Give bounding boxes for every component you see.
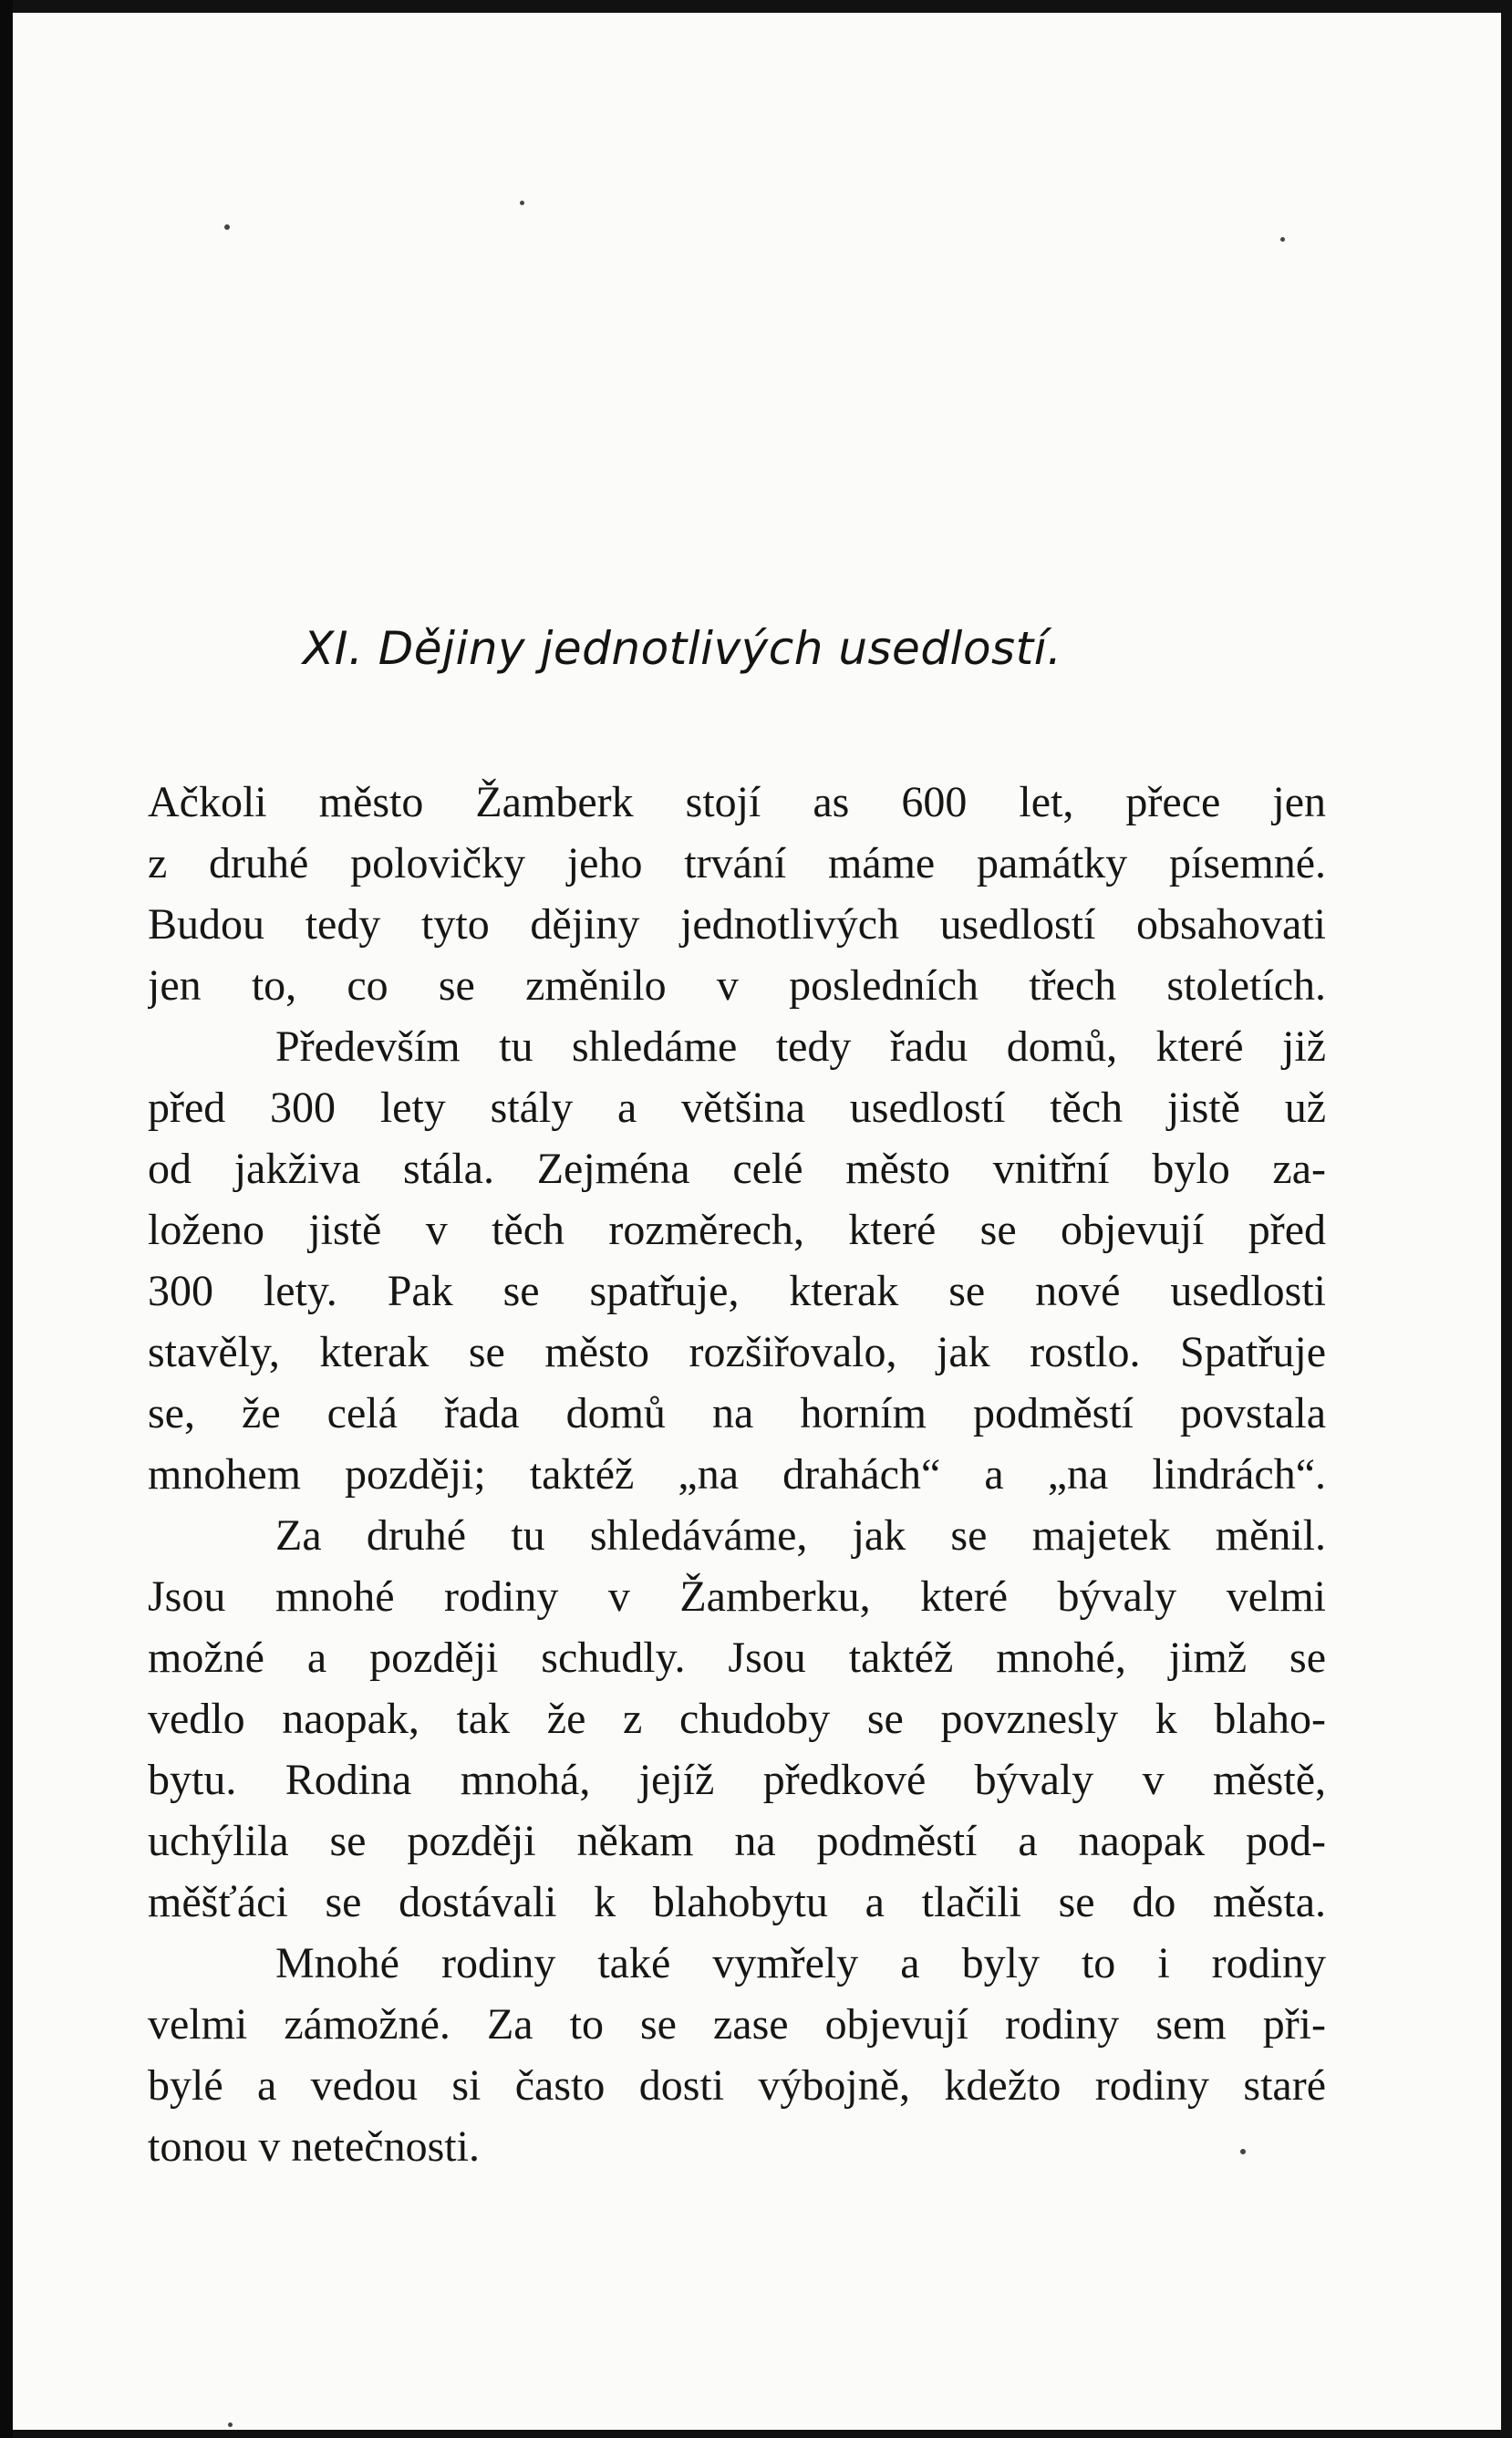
speck — [1280, 237, 1285, 242]
text-line: jen to, co se změnilo v posledních třech stoletích. — [148, 961, 1326, 1010]
text-line: 300 lety. Pak se spatřuje, kterak se nové usedlosti — [148, 1267, 1326, 1315]
book-page — [13, 13, 1501, 2430]
body-text — [148, 772, 1326, 2177]
text-line: od jakživa stála. Zejména celé město vnitřní bylo za- — [148, 1145, 1326, 1193]
page-left-edge — [0, 0, 13, 2438]
text-line: velmi zámožné. Za to se zase objevují rodiny sem při- — [148, 2000, 1326, 2049]
speck — [228, 2422, 233, 2427]
text-line: Za druhé tu shledáváme, jak se majetek měnil. — [275, 1511, 1326, 1560]
text-line: bylé a vedou si často dosti výbojně, kdežto rodiny staré — [148, 2061, 1326, 2110]
text-line: uchýlila se později někam na podměstí a naopak pod- — [148, 1817, 1326, 1865]
text-line: Mnohé rodiny také vymřely a byly to i rodiny — [275, 1939, 1326, 1987]
text-line: bytu. Rodina mnohá, jejíž předkové bývaly v městě, — [148, 1756, 1326, 1804]
text-line: Budou tedy tyto dějiny jednotlivých usedlostí obsahovati — [148, 900, 1326, 949]
text-line: vedlo naopak, tak že z chudoby se povznesly k blaho- — [148, 1695, 1326, 1743]
text-line: se, že celá řada domů na horním podměstí povstala — [148, 1389, 1326, 1437]
text-line: mnohem později; taktéž „na drahách“ a „na lindrách“. — [148, 1450, 1326, 1499]
text-line: Ačkoli město Žamberk stojí as 600 let, přece jen — [148, 778, 1326, 826]
text-line: stavěly, kterak se město rozšiřovalo, jak rostlo. Spatřuje — [148, 1328, 1326, 1376]
text-line: loženo jistě v těch rozměrech, které se objevují před — [148, 1206, 1326, 1254]
text-line: Především tu shledáme tedy řadu domů, které již — [275, 1022, 1326, 1071]
text-line: z druhé polovičky jeho trvání máme památky písemné. — [148, 839, 1326, 887]
speck — [224, 224, 230, 230]
text-line: měšťáci se dostávali k blahobytu a tlačili se do města. — [148, 1878, 1326, 1926]
chapter-title: XI. Dějiny jednotlivých usedlostí. — [303, 622, 1062, 675]
speck — [520, 201, 524, 205]
text-line: před 300 lety stály a většina usedlostí těch jistě už — [148, 1084, 1326, 1132]
text-line: tonou v netečnosti. — [148, 2122, 480, 2171]
text-line: Jsou mnohé rodiny v Žamberku, které bývaly velmi — [148, 1572, 1326, 1621]
text-line: možné a později schudly. Jsou taktéž mnohé, jimž se — [148, 1634, 1326, 1682]
